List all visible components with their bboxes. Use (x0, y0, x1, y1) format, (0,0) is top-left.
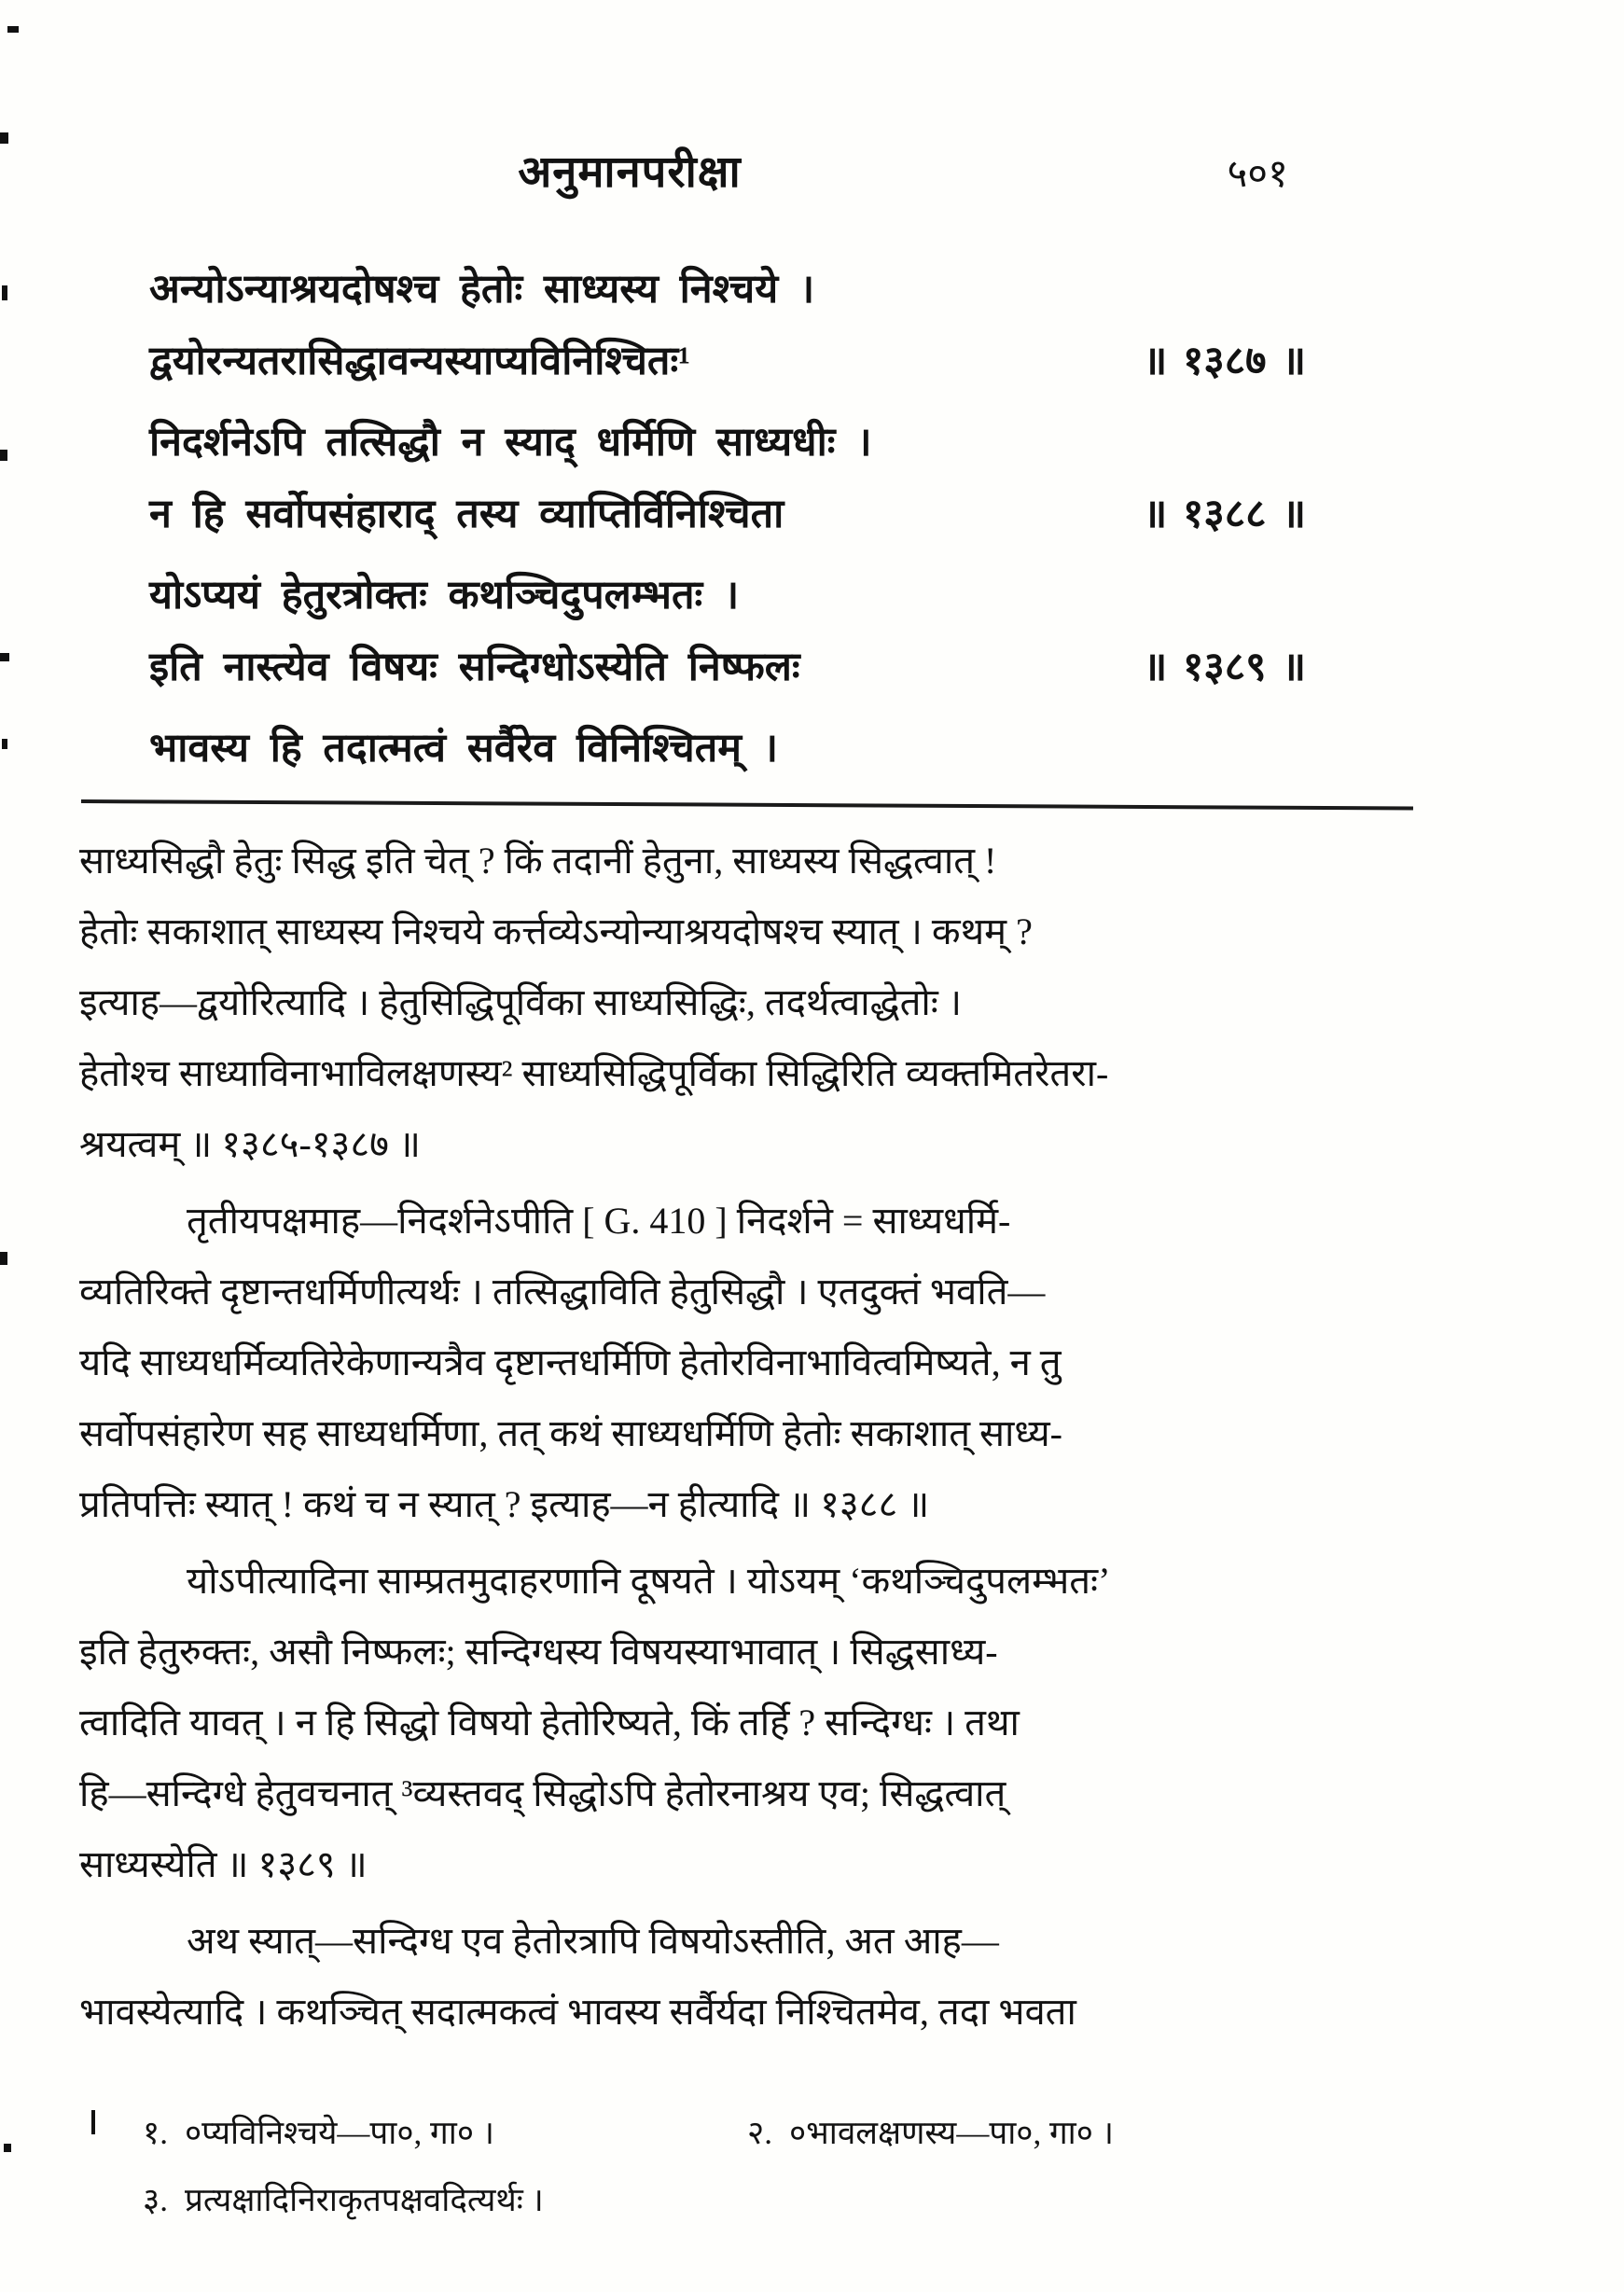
commentary-line: श्रयत्वम् ॥ १३८५-१३८७ ॥ (79, 1123, 421, 1165)
verse-line (149, 713, 1306, 785)
verse-number: ॥ १३८९ ॥ (1143, 646, 1306, 689)
verse-line (149, 326, 1306, 397)
commentary-line: प्रतिपत्तिः स्यात् ! कथं च न स्यात् ? इत्याह—न हीत्यादि ॥ १३८८ ॥ (79, 1483, 930, 1525)
verse-text: निदर्शनेऽपि तत्सिद्धौ न स्याद् धर्मिणि साध्यधीः । (149, 421, 872, 465)
scan-artifact (0, 450, 7, 461)
verse-half-line (149, 713, 1306, 785)
commentary-line: सर्वोपसंहारेण सह साध्यधर्मिणा, तत् कथं साध्यधर्मिणि हेतोः सकाशात् साध्य- (79, 1412, 1062, 1454)
horizontal-rule (81, 799, 1413, 810)
commentary-block (79, 826, 1311, 2048)
commentary-line: भावस्येत्यादि । कथञ्चित् सदात्मकत्वं भावस्य सर्वैर्यदा निश्चितमेव, तदा भवता (79, 1991, 1076, 2033)
commentary-line: त्वादिति यावत् । न हि सिद्धो विषयो हेतोरिष्यते, किं तर्हि ? सन्दिग्धः । तथा (79, 1702, 1020, 1743)
page-header (79, 140, 1311, 205)
commentary-line: अथ स्यात्—सन्दिग्ध एव हेतोरत्रापि विषयोऽस्तीति, अत आह— (187, 1920, 999, 1962)
commentary-line: व्यतिरिक्ते दृष्टान्तधर्मिणीत्यर्थः । तत्सिद्धाविति हेतुसिद्धौ । एतदुक्तं भवति— (79, 1271, 1046, 1313)
verse-1388 (149, 407, 1306, 550)
footnote-text: ०प्यविनिश्चये—पा०, गा० । (184, 2115, 495, 2151)
commentary-line: इत्याह—द्वयोरित्यादि । हेतुसिद्धिपूर्विका साध्यसिद्धिः, तदर्थत्वाद्धेतोः । (79, 981, 962, 1023)
verse-text: न हि सर्वोपसंहाराद् तस्य व्याप्तिर्विनिश्चिता (149, 493, 784, 536)
verse-text: अन्योऽन्याश्रयदोषश्च हेतोः साध्यस्य निश्चये । (149, 268, 815, 312)
verse-line (149, 254, 1306, 326)
page-title: अनुमानपरीक्षा (518, 148, 742, 197)
verse-text: योऽप्ययं हेतुरत्रोक्तः कथञ्चिदुपलम्भतः । (149, 574, 740, 618)
footnote-text: प्रत्यक्षादिनिराकृतपक्षवदित्यर्थः । (184, 2182, 544, 2218)
verse-number: ॥ १३८७ ॥ (1143, 340, 1306, 383)
verse-text: इति नास्त्येव विषयः सन्दिग्धोऽस्येति निष्फलः (149, 646, 800, 689)
footnotes-block (79, 2100, 1311, 2234)
verse-1387 (149, 254, 1306, 397)
footnote-row (143, 2100, 1311, 2167)
scan-artifact (4, 2144, 11, 2152)
commentary-line: तृतीयपक्षमाह—निदर्शनेऽपीति [ G. 410 ] निदर्शने = साध्यधर्मि- (187, 1200, 1011, 1242)
footnote-number: ३. (143, 2182, 168, 2218)
scan-artifact (0, 653, 9, 661)
commentary-paragraph-3 (79, 1546, 1311, 1900)
commentary-line: हेतोः सकाशात् साध्यस्य निश्चये कर्त्तव्येऽन्योन्याश्रयदोषश्च स्यात् । कथम् ? (79, 910, 1033, 952)
commentary-paragraph-4 (79, 1906, 1311, 2048)
verse-text: भावस्य हि तदात्मत्वं सर्वैरेव विनिश्चितम् । (149, 727, 778, 771)
footnote-row (143, 2167, 1311, 2234)
verse-line (149, 479, 1306, 550)
commentary-paragraph-1 (79, 826, 1311, 1180)
scan-artifact (0, 1252, 7, 1265)
commentary-line: हि—सन्दिग्धे हेतुवचनात् ³व्यस्तवद् सिद्धोऽपि हेतोरनाश्रय एव; सिद्धत्वात् (79, 1772, 1006, 1814)
verse-1389 (149, 560, 1306, 703)
footnote-2 (747, 2100, 1114, 2167)
verse-block (79, 254, 1306, 785)
scan-artifact (7, 26, 19, 33)
commentary-paragraph-2 (79, 1186, 1311, 1540)
footnote-number: १. (143, 2115, 168, 2151)
scan-artifact (0, 132, 8, 144)
scan-artifact (2, 285, 7, 300)
commentary-line: योऽपीत्यादिना साम्प्रतमुदाहरणानि दूषयते । योऽयम् ‘कथञ्चिदुपलम्भतः’ (187, 1560, 1111, 1602)
page-content (79, 0, 1311, 2234)
verse-line (149, 560, 1306, 632)
commentary-line: साध्यसिद्धौ हेतुः सिद्ध इति चेत् ? किं तदानीं हेतुना, साध्यस्य सिद्धत्वात् ! (79, 840, 997, 882)
footnote-number: २. (747, 2115, 772, 2151)
footnote-1 (143, 2100, 747, 2167)
verse-line (149, 632, 1306, 703)
commentary-line: इति हेतुरुक्तः, असौ निष्फलः; सन्दिग्धस्य विषयस्याभावात् । सिद्धसाध्य- (79, 1631, 998, 1673)
page-number: ५०१ (1227, 153, 1288, 196)
verse-number: ॥ १३८८ ॥ (1143, 493, 1306, 536)
footnote-3 (143, 2167, 544, 2234)
scan-artifact (2, 739, 7, 749)
commentary-line: साध्यस्येति ॥ १३८९ ॥ (79, 1843, 368, 1885)
footnote-text: ०भावलक्षणस्य—पा०, गा० । (788, 2115, 1114, 2151)
verse-line (149, 407, 1306, 479)
commentary-line: यदि साध्यधर्मिव्यतिरेकेणान्यत्रैव दृष्टान्तधर्मिणि हेतोरविनाभावित्वमिष्यते, न तु (79, 1341, 1062, 1383)
commentary-line: हेतोश्च साध्याविनाभाविलक्षणस्य² साध्यसिद्धिपूर्विका सिद्धिरिति व्यक्तमितरेतरा- (79, 1052, 1109, 1094)
verse-text: द्वयोरन्यतरासिद्धावन्यस्याप्यविनिश्चितः¹ (149, 340, 691, 383)
